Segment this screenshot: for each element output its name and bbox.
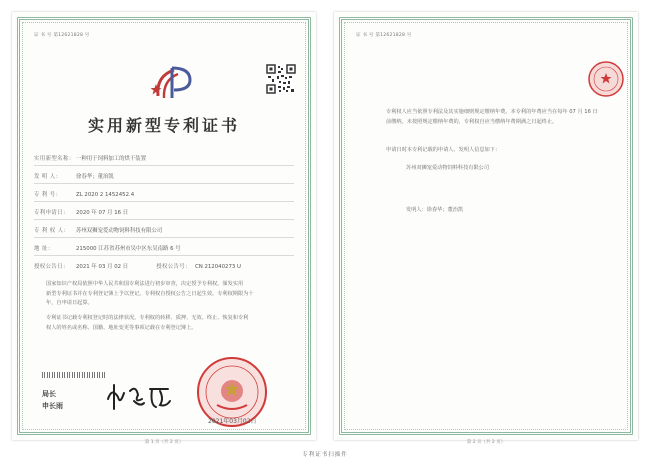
field-utility-model-name xyxy=(34,154,146,162)
field-value: 一种用于饲料加工的烘干装置 xyxy=(76,156,147,162)
certificate-number: 证 书 号 第12621828 号 xyxy=(356,33,412,38)
divider xyxy=(34,219,294,220)
page-number: 第 1 页（共 2 页） xyxy=(144,440,184,445)
signer-title: 局长 xyxy=(42,390,56,398)
paragraph-line: 新型专利证书并在专利登记簿上予以登记。专利权自授权公告之日起生效。专利权期限为十 xyxy=(46,290,254,297)
paragraph-line: 权人的姓名或名称、国籍、地址变更等事项记载在专利登记簿上。 xyxy=(46,324,197,331)
field-label: 专 利 权 人： xyxy=(34,228,70,234)
field-value: ZL 2020 2 1452452.4 xyxy=(76,192,135,198)
field-patentee xyxy=(34,226,162,234)
page-number: 第 2 页（共 2 页） xyxy=(466,440,506,445)
field-label: 专利申请日： xyxy=(34,210,69,216)
field-value: 徐春华；董治凯 xyxy=(76,174,114,180)
field-value: 苏州双狮宠爱动物饲料科技有限公司 xyxy=(76,228,163,234)
field-inventors xyxy=(34,172,114,180)
divider xyxy=(34,237,294,238)
qr-code-icon xyxy=(266,64,296,94)
field-label: 授权公告号： xyxy=(156,264,191,270)
divider xyxy=(34,255,294,256)
field-value: 2021 年 03 月 02 日 xyxy=(76,264,129,270)
field-value: 215000 江苏省苏州市吴中区东吴南路 6 号 xyxy=(76,246,181,252)
seal-date: 2021年03月02日 xyxy=(208,418,257,425)
divider xyxy=(34,165,294,166)
paragraph-line: 国家知识产权局依照中华人民共和国专利法进行初步审查，决定授予专利权，颁发实用 xyxy=(46,281,244,287)
paragraph-legal-status xyxy=(46,314,288,333)
red-stamp xyxy=(587,60,625,98)
barcode xyxy=(42,372,106,378)
inventor-info: 发明人：徐春华；董治凯 xyxy=(406,207,464,213)
field-value: 2020 年 07 月 16 日 xyxy=(76,210,129,216)
paragraph-line: 年，自申请日起算。 xyxy=(46,300,93,306)
certificate-number: 证 书 号 第12621828 号 xyxy=(34,33,90,38)
paragraph-grant-statement xyxy=(46,280,288,309)
handwritten-signature xyxy=(104,381,174,411)
paragraph-line: 专利权人应当依照专利法及其实施细则规定缴纳年费。本专利的年费应当在每年 07 月 16 日 xyxy=(386,109,598,115)
field-label: 地 址： xyxy=(34,246,54,252)
divider xyxy=(34,183,294,184)
image-caption: 专利证书扫描件 xyxy=(302,452,348,458)
certificate-title: 实用新型专利证书 xyxy=(87,116,240,135)
signer-name: 申长雨 xyxy=(42,402,63,410)
applicant-name: 苏州双狮宠爱动物饲料科技有限公司 xyxy=(406,165,490,171)
field-label: 发 明 人： xyxy=(34,174,62,180)
field-address xyxy=(34,244,181,252)
field-application-date xyxy=(34,208,128,216)
field-label: 专 利 号： xyxy=(34,192,62,198)
paragraph-line: 前缴纳。未按照规定缴纳年费的，专利权自应当缴纳年费期满之日起终止。 xyxy=(386,118,558,125)
field-value: CN 212040273 U xyxy=(194,264,241,270)
cnipa-logo-icon xyxy=(150,60,196,106)
certificate-page-1 xyxy=(12,12,316,445)
divider xyxy=(34,201,294,202)
field-grant-announcement xyxy=(34,262,241,270)
field-label: 实用新型名称： xyxy=(34,156,75,162)
field-patent-number xyxy=(34,190,134,198)
paragraph-line: 专利证书记载专利权登记时的法律状况。专利权的转移、质押、无效、终止、恢复和专利 xyxy=(46,315,249,321)
field-label: 授权公告日： xyxy=(34,264,69,270)
applicant-info-title: 申请日时本专利记载的申请人、发明人信息如下： xyxy=(386,147,501,153)
annual-fee-notice xyxy=(386,108,612,127)
certificate-page-2 xyxy=(334,12,638,445)
